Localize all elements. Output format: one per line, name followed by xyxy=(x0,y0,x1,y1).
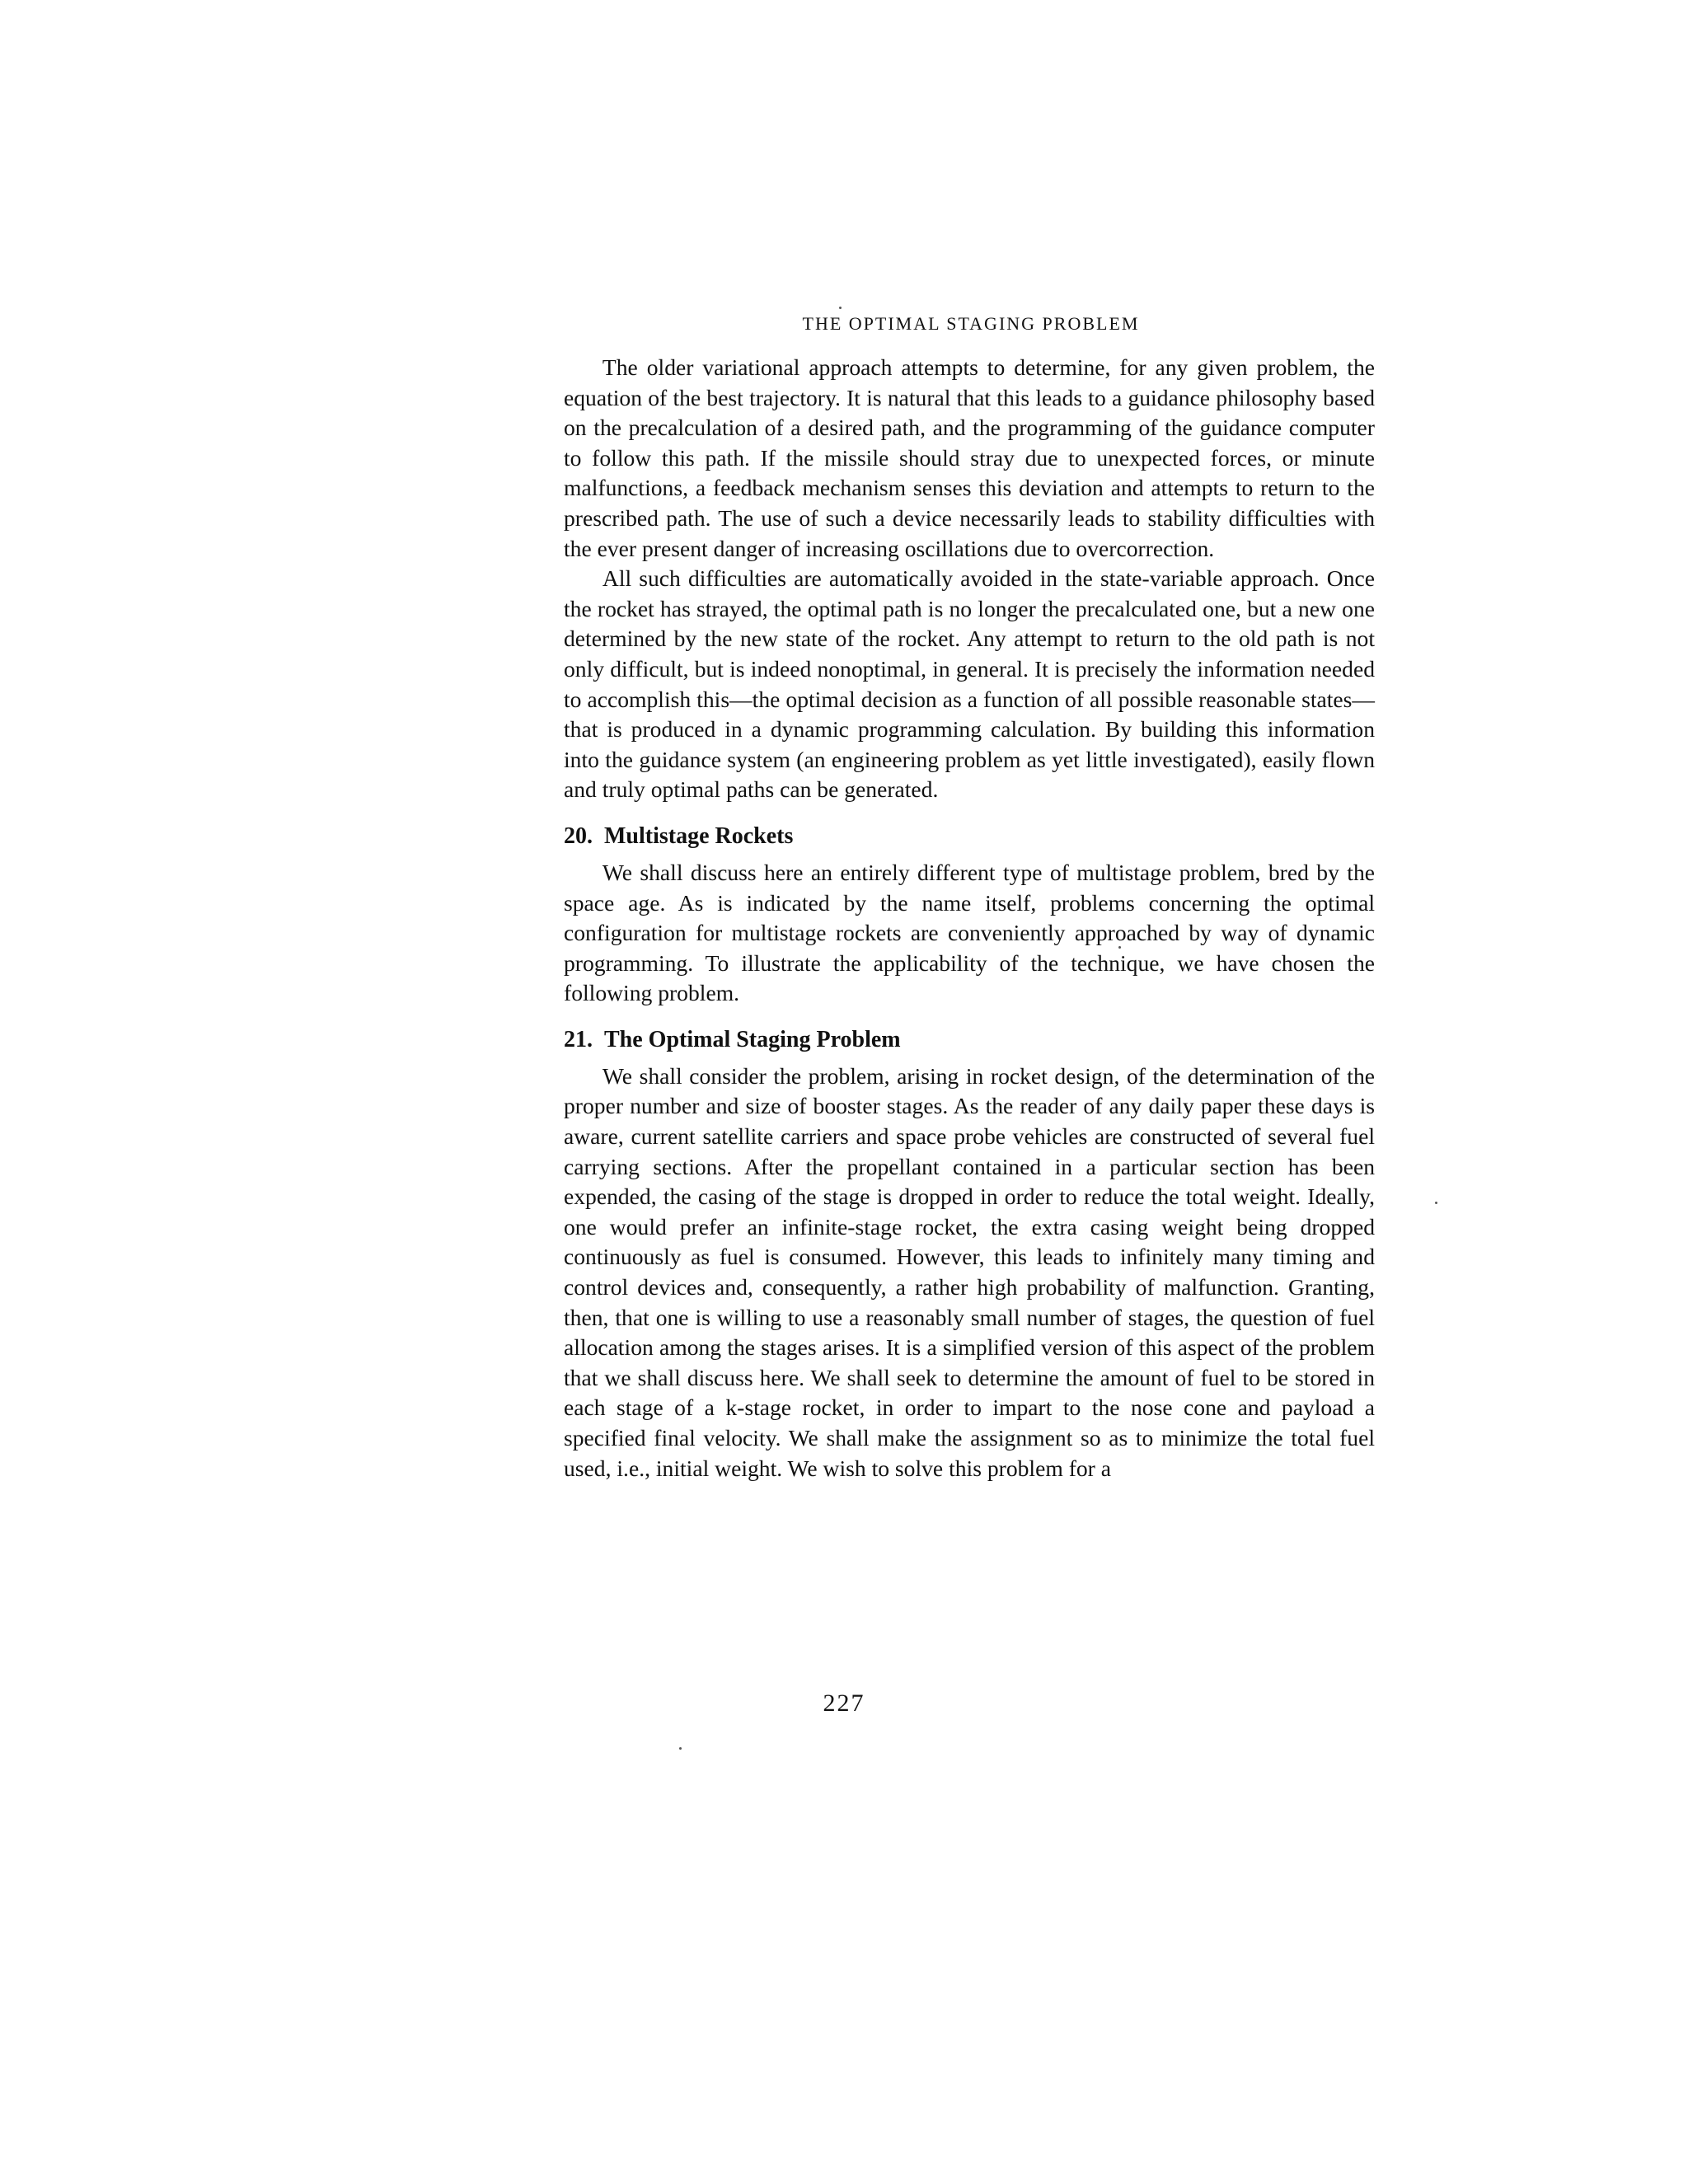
section-heading-multistage-rockets xyxy=(564,823,1375,850)
section-number: 20. xyxy=(564,823,593,849)
paragraph-variational-approach: The older variational approach attempts to determine, for any given problem, the equation of the best trajectory. It is natural that this leads to a guidance philosophy based on the precalculation of a desired path, and the programming of the guidance computer to follow this path. If the missile should stray due to unexpected forces, or minute malfunctions, a feedback mechanism senses this deviation and attempts to return to the prescribed path. The use of such a device necessarily leads to stability difficulties with the ever present danger of increasing oscillations due to overcorrection. xyxy=(564,354,1375,561)
paragraph-optimal-staging: We shall consider the problem, arising in rocket design, of the determination of the proper number and size of booster stages. As the reader of any daily paper these days is aware, current satellite carriers and space probe vehicles are constructed of several fuel carrying sections. After the propellant contained in a particular section has been expended, the casing of the stage is dropped in order to reduce the total weight. Ideally, one would prefer an infinite-stage rocket, the extra casing weight being dropped continuously as fuel is consumed. However, this leads to infinitely many timing and control devices and, consequently, a rather high probability of malfunction. Granting, then, that one is willing to use a reasonably small number of stages, the question of fuel allocation among the stages arises. It is a simplified version of this aspect of the problem that we shall discuss here. We shall seek to determine the amount of fuel to be stored in each stage of a k-stage rocket, in order to impart to the nose cone and payload a specified final velocity. We shall make the assignment so as to minimize the total fuel used, i.e., initial weight. We wish to solve this problem for a xyxy=(564,1062,1375,1481)
section-number: 21. xyxy=(564,1026,593,1052)
section-heading-optimal-staging xyxy=(564,1027,1375,1053)
running-head: THE OPTIMAL STAGING PROBLEM xyxy=(802,313,1140,334)
paragraph-state-variable-approach: All such difficulties are automatically avoided in the state-variable approach. Once the rocket has strayed, the optimal path is no longer the precalculated one, but a new one determined by the new state of the rocket. Any attempt to return to the old path is not only difficult, but is indeed nonoptimal, in general. It is precisely the information needed to accomplish this—the optimal decision as a function of all possible reasonable states—that is produced in a dynamic programming calculation. By building this information into the guidance system (an engineering problem as yet little investigated), easily flown and truly optimal paths can be generated. xyxy=(564,565,1375,803)
page-number: 227 xyxy=(823,1690,865,1717)
section-title: Multistage Rockets xyxy=(604,823,794,849)
paragraph-multistage-rockets: We shall discuss here an entirely different type of multistage problem, bred by the space age. As is indicated by the name itself, problems concerning the optimal configuration for multistage rockets are conveniently approached by way of dynamic programming. To illustrate the applicability of the technique, we have chosen the following problem. xyxy=(564,859,1375,1006)
scan-speck xyxy=(1435,1202,1437,1204)
section-title: The Optimal Staging Problem xyxy=(604,1026,901,1052)
scan-speck xyxy=(679,1747,682,1750)
book-page xyxy=(564,313,1375,1483)
scan-speck xyxy=(839,307,842,309)
